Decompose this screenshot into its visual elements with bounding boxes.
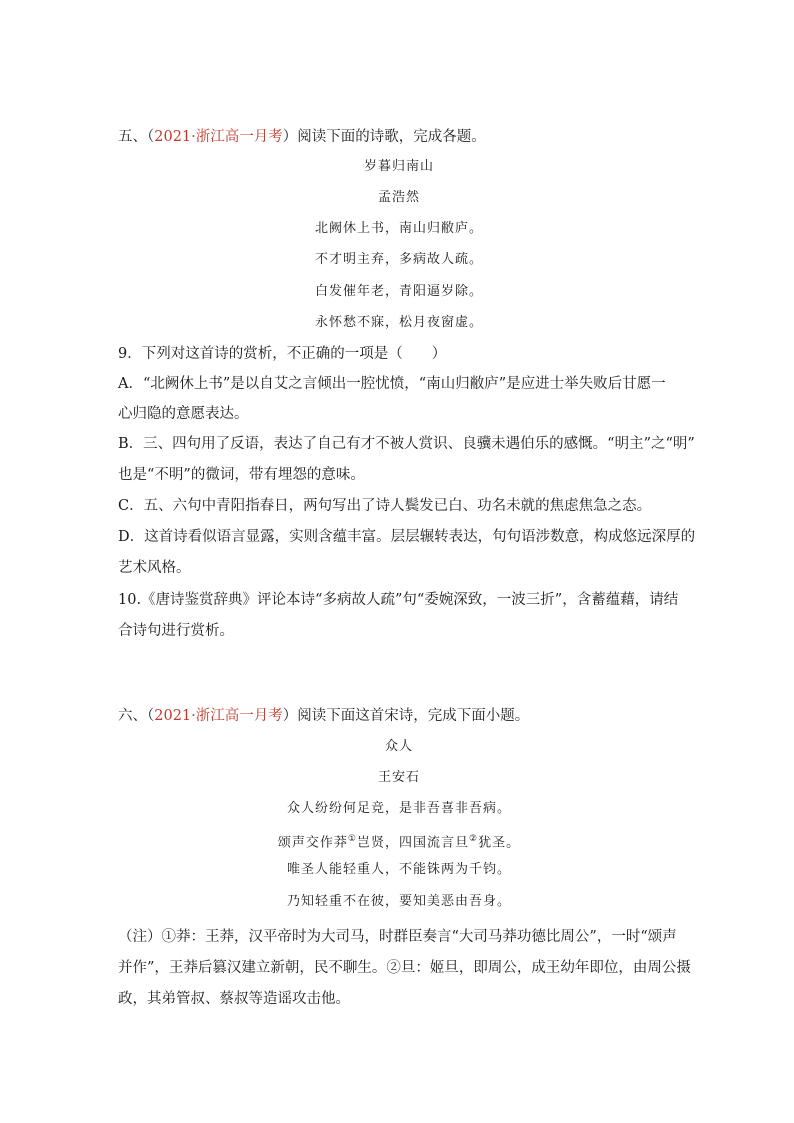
- section5-prefix: 五、（: [118, 129, 155, 145]
- question-10-line2: 合诗句进行赏析。: [118, 623, 234, 639]
- section5-suffix: ）阅读下面的诗歌，完成各题。: [282, 129, 486, 145]
- poem5-title: 岁暮归南山: [363, 159, 434, 174]
- poem6-author: 王安石: [377, 770, 420, 785]
- poem6-title: 众人: [384, 739, 413, 754]
- note-line1: （注）①莽：王莽，汉平帝时为大司马，时群臣奏言“大司马莽功德比周公”，一时“颂声: [118, 929, 677, 945]
- option-d-line2: 艺术风格。: [118, 560, 191, 576]
- option-c: C．五、六句中青阳指春日，两句写出了诗人鬓发已白、功名未就的焦虑焦急之态。: [118, 498, 652, 514]
- poem6-line: [118, 829, 680, 853]
- poem5-line: 白发催年老，青阳逼岁除。: [314, 284, 483, 299]
- option-a-line1: A．“北阙休上书”是以自艾之言倾出一腔忧愤，“南山归敝庐”是应进士举失败后甘愿一: [118, 376, 666, 392]
- poem6-line2-part1: 颂声交作莽: [277, 835, 348, 851]
- question-10-line1: 10.《唐诗鉴赏辞典》评论本诗“多病故人疏”句“委婉深致，一波三折”，含蓄蕴藉，请结: [118, 592, 679, 608]
- footnote-marker-2: ②: [469, 834, 479, 844]
- poem5-line: 永怀愁不寐，松月夜窗虚。: [314, 315, 483, 330]
- poem6-line: 唯圣人能轻重人，不能铢两为千钧。: [286, 862, 511, 877]
- note-line3: 政，其弟管叔、蔡叔等造谣攻击他。: [118, 991, 350, 1007]
- poem5-line: 不才明主弃，多病故人疏。: [314, 252, 483, 267]
- section5-heading: [118, 122, 680, 152]
- poem6-line2-part3: 犹圣。: [478, 835, 521, 851]
- section6-heading: [118, 701, 680, 731]
- option-d-line1: D．这首诗看似语言显露，实则含蕴丰富。层层辗转表达，句句语涉数意，构成悠远深厚的: [118, 529, 696, 545]
- footnote-marker-1: ①: [347, 834, 357, 844]
- poem5-line: 北阙休上书，南山归敝庐。: [314, 221, 483, 236]
- option-b-line1: B．三、四句用了反语，表达了自己有才不被人赏识、良骥未遇伯乐的感慨。“明主”之“明”: [118, 436, 695, 452]
- section6-source[interactable]: 2021·浙江高一月考: [154, 708, 283, 724]
- option-a-line2: 心归隐的意愿表达。: [118, 406, 249, 422]
- section6-prefix: 六、（: [118, 708, 155, 724]
- poem6-line: 乃知轻重不在彼，要知美恶由吾身。: [286, 894, 511, 909]
- section6-suffix: ）阅读下面这首宋诗，完成下面小题。: [282, 708, 530, 724]
- poem5-author: 孟浩然: [377, 190, 420, 205]
- question-9: 9．下列对这首诗的赏析，不正确的一项是（ ）: [118, 346, 447, 362]
- option-b-line2: 也是“不明”的微词，带有埋怨的意味。: [118, 467, 365, 483]
- note-line2: 并作”，王莽后篡汉建立新朝，民不聊生。②旦：姬旦，即周公，成王幼年即位，由周公摄: [118, 960, 691, 976]
- poem6-line2-part2: 岂贤，四国流言旦: [356, 835, 469, 851]
- poem6-line: 众人纷纷何足竞，是非吾喜非吾病。: [286, 801, 511, 816]
- section5-source[interactable]: 2021·浙江高一月考: [154, 129, 283, 145]
